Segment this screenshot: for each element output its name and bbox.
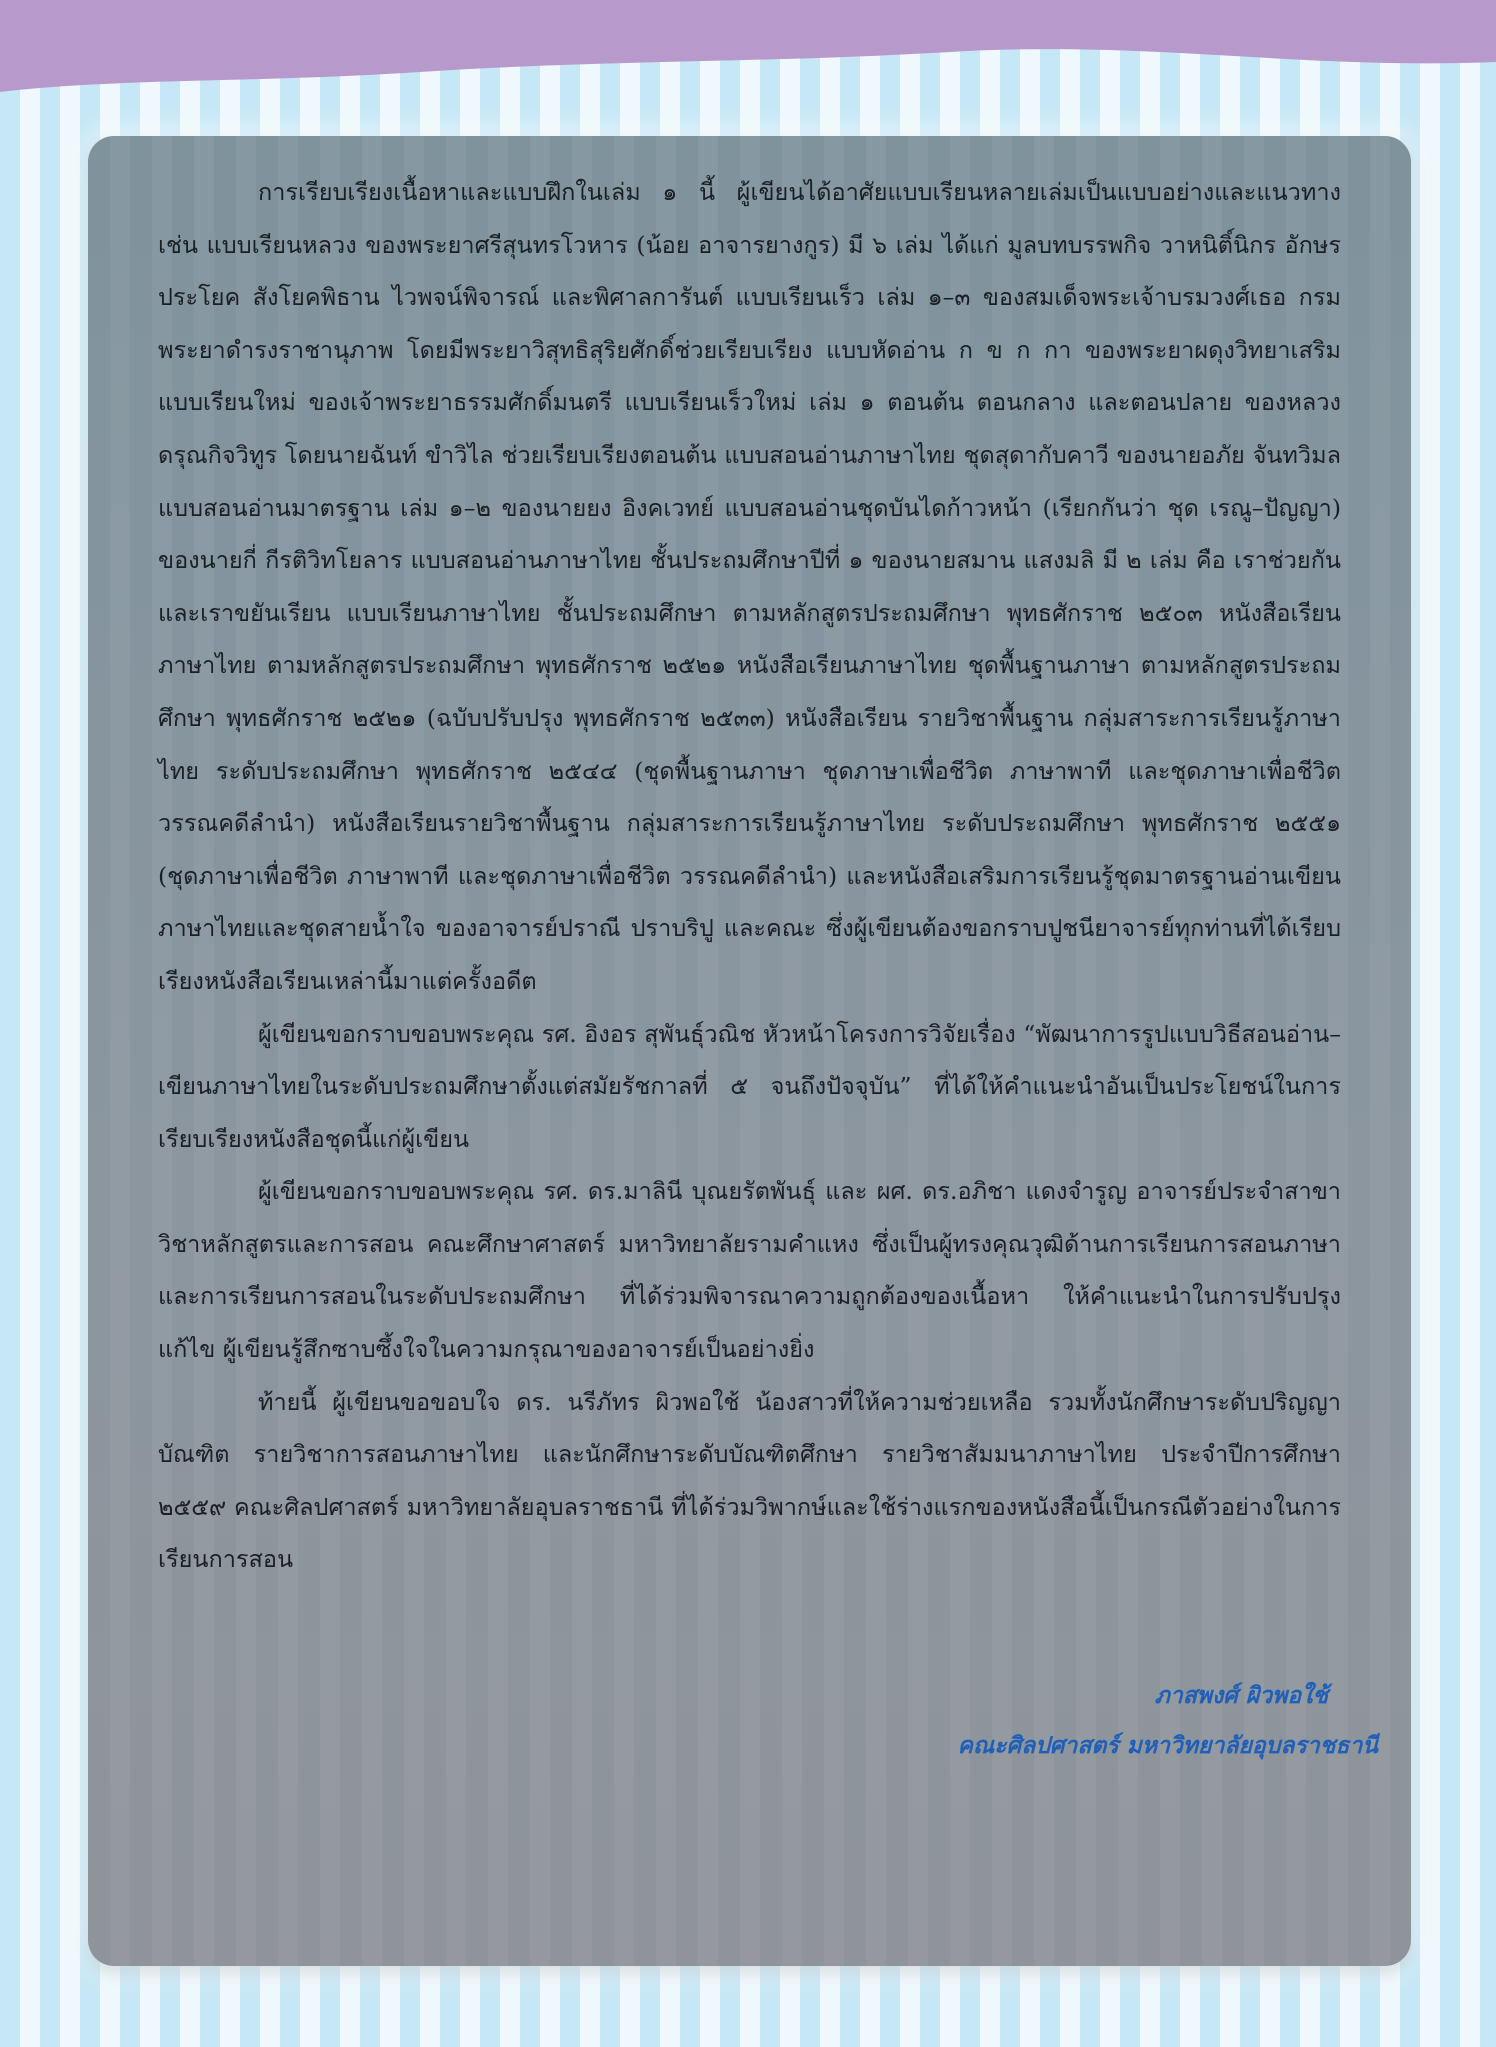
- signature-name: ภาสพงศ์ ผิวพอใช้: [1154, 1682, 1328, 1709]
- paragraph-thanks-students: ท้ายนี้ ผู้เขียนขอขอบใจ ดร. นรีภัทร ผิวพอใช้ น้องสาวที่ให้ความช่วยเหลือ รวมทั้งนักศึกษาระดับปริญญาบัณฑิต รายวิชาการสอนภาษาไทย และนักศึกษาระดับบัณฑิตศึกษา รายวิชาสัมมนาภาษาไทย ประจำปีการศึกษา ๒๕๕๙ คณะศิลปศาสตร์ มหาวิทยาลัยอุบลราชธานี ที่ได้ร่วมวิพากษ์และใช้ร่างแรกของหนังสือนี้เป็นกรณีตัวอย่างในการเรียนการสอน: [158, 1387, 1341, 1574]
- paragraph-sources: การเรียบเรียงเนื้อหาและแบบฝึกในเล่ม ๑ นี้ ผู้เขียนได้อาศัยแบบเรียนหลายเล่มเป็นแบบอย่างและแนวทาง เช่น แบบเรียนหลวง ของพระยาศรีสุนทรโวหาร (น้อย อาจารยางกูร) มี ๖ เล่ม ได้แก่ มูลบทบรรพกิจ วาหนิติ์นิกร อักษรประโยค สังโยคพิธาน ไวพจน์พิจารณ์ และพิศาลการันต์ แบบเรียนเร็ว เล่ม ๑–๓ ของสมเด็จพระเจ้าบรมวงศ์เธอ กรมพระยาดำรงราชานุภาพ โดยมีพระยาวิสุทธิสุริยศักดิ์ช่วยเรียบเรียง แบบหัดอ่าน ก ข ก กา ของพระยาผดุงวิทยาเสริม แบบเรียนใหม่ ของเจ้าพระยาธรรมศักดิ์มนตรี แบบเรียนเร็วใหม่ เล่ม ๑ ตอนต้น ตอนกลาง และตอนปลาย ของหลวงดรุณกิจวิทูร โดยนายฉันท์ ขำวิไล ช่วยเรียบเรียงตอนต้น แบบสอนอ่านภาษาไทย ชุดสุดากับคาวี ของนายอภัย จันทวิมล แบบสอนอ่านมาตรฐาน เล่ม ๑–๒ ของนายยง อิงคเวทย์ แบบสอนอ่านชุดบันไดก้าวหน้า (เรียกกันว่า ชุด เรณู–ปัญญา) ของนายกี่ กีรติวิทโยลาร แบบสอนอ่านภาษาไทย ชั้นประถมศึกษาปีที่ ๑ ของนายสมาน แสงมลิ มี ๒ เล่ม คือ เราช่วยกันและเราขยันเรียน แบบเรียนภาษาไทย ชั้นประถมศึกษา ตามหลักสูตรประถมศึกษา พุทธศักราช ๒๕๐๓ หนังสือเรียนภาษาไทย ตามหลักสูตรประถมศึกษา พุทธศักราช ๒๕๒๑ หนังสือเรียนภาษาไทย ชุดพื้นฐานภาษา ตามหลักสูตรประถมศึกษา พุทธศักราช ๒๕๒๑ (ฉบับปรับปรุง พุทธศักราช ๒๕๓๓) หนังสือเรียน รายวิชาพื้นฐาน กลุ่มสาระการเรียนรู้ภาษาไทย ระดับประถมศึกษา พุทธศักราช ๒๕๔๔ (ชุดพื้นฐานภาษา ชุดภาษาเพื่อชีวิต ภาษาพาที และชุดภาษาเพื่อชีวิต วรรณคดีลำนำ) หนังสือเรียนรายวิชาพื้นฐาน กลุ่มสาระการเรียนรู้ภาษาไทย ระดับประถมศึกษา พุทธศักราช ๒๕๕๑ (ชุดภาษาเพื่อชีวิต ภาษาพาที และชุดภาษาเพื่อชีวิต วรรณคดีลำนำ) และหนังสือเสริมการเรียนรู้ชุดมาตรฐานอ่านเขียนภาษาไทยและชุดสายน้ำใจ ของอาจารย์ปราณี ปราบริปู และคณะ ซึ่งผู้เขียนต้องขอกราบปูชนียาจารย์ทุกท่านที่ได้เรียบเรียงหนังสือเรียนเหล่านี้มาแต่ครั้งอดีต: [158, 178, 1341, 995]
- wave-shape: [0, 0, 1496, 110]
- signature-affiliation: คณะศิลปศาสตร์ มหาวิทยาลัยอุบลราชธานี: [957, 1732, 1378, 1759]
- top-wave-banner: [0, 0, 1496, 110]
- paragraph-thanks-reviewers: ผู้เขียนขอกราบขอบพระคุณ รศ. ดร.มาลินี บุณยรัตพันธุ์ และ ผศ. ดร.อภิชา แดงจำรูญ อาจารย์ประจำสาขาวิชาหลักสูตรและการสอน คณะศึกษาศาสตร์ มหาวิทยาลัยรามคำแหง ซึ่งเป็นผู้ทรงคุณวุฒิด้านการเรียนการสอนภาษาและการเรียนการสอนในระดับประถมศึกษา ที่ได้ร่วมพิจารณาความถูกต้องของเนื้อหา ให้คำแนะนำในการปรับปรุงแก้ไข ผู้เขียนรู้สึกซาบซึ้งใจในความกรุณาของอาจารย์เป็นอย่างยิ่ง: [158, 1177, 1341, 1364]
- preface-body: [158, 166, 1341, 1586]
- paragraph-thanks-advisor: ผู้เขียนขอกราบขอบพระคุณ รศ. อิงอร สุพันธุ์วณิช หัวหน้าโครงการวิจัยเรื่อง “พัฒนาการรูปแบบวิธีสอนอ่าน–เขียนภาษาไทยในระดับประถมศึกษาตั้งแต่สมัยรัชกาลที่ ๕ จนถึงปัจจุบัน” ที่ได้ให้คำแนะนำอันเป็นประโยชน์ในการเรียบเรียงหนังสือชุดนี้แก่ผู้เขียน: [158, 1019, 1341, 1153]
